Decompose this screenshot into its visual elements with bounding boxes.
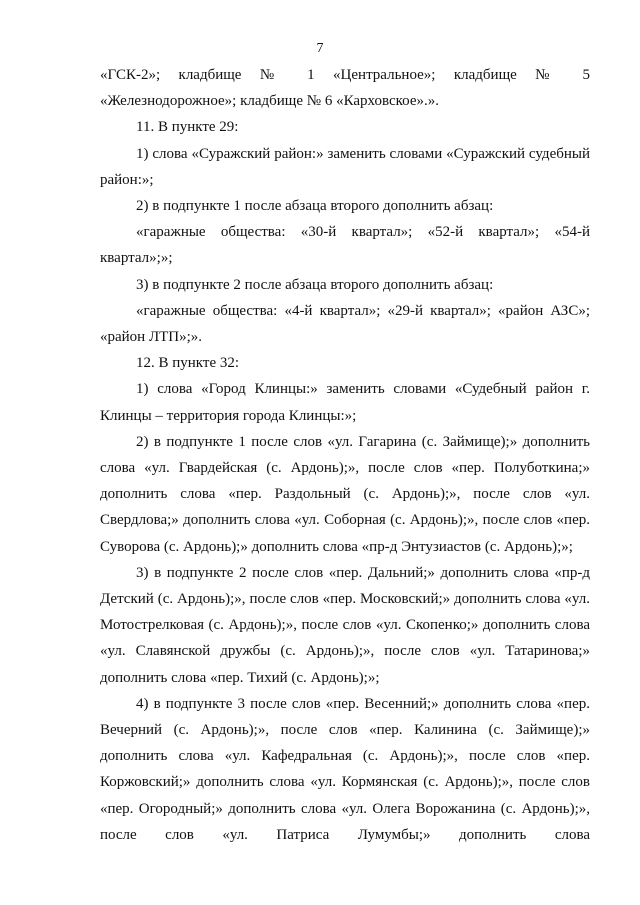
document-body — [100, 62, 590, 848]
paragraph: 4) в подпункте 3 после слов «пер. Весенний;» дополнить слова «пер. Вечерний (с. Ардонь);», после слов «пер. Калинина (с. Займище);» дополнить слова «ул. Кафедральная (с. Ардонь);», после слов «пер. Коржовский;» дополнить слова «ул. Кормянская (с. Ардонь);», после слов «пер. Огородный;» дополнить слова «ул. Олега Ворожанина (с. Ардонь);», после слов «ул. Патриса Лумумбы;» дополнить слова — [100, 695, 590, 843]
paragraph: «ГСК-2»; кладбище № 1 «Центральное»; кладбище № 5 «Железнодорожное»; кладбище № 6 «Карховское».». — [100, 67, 590, 110]
paragraph: 2) в подпункте 1 после слов «ул. Гагарина (с. Займище);» дополнить слова «ул. Гвардейская (с. Ардонь);», после слов «пер. Полуботкина;» дополнить слова «пер. Раздольный (с. Ардонь);», после слов «ул. Свердлова;» дополнить слова «ул. Соборная (с. Ардонь);», после слов «пер. Суворова (с. Ардонь);» дополнить слова «пр-д Энтузиастов (с. Ардонь);»; — [100, 433, 590, 555]
paragraph: 1) слова «Суражский район:» заменить словами «Суражский судебный район:»; — [100, 145, 590, 188]
paragraph: 12. В пункте 32: — [136, 355, 240, 372]
page-number: 7 — [316, 41, 324, 56]
paragraph: 2) в подпункте 1 после абзаца второго дополнить абзац: — [136, 198, 494, 215]
paragraph: «гаражные общества: «4-й квартал»; «29-й квартал»; «район АЗС»; «район ЛТП»;». — [100, 302, 590, 346]
paragraph: 1) слова «Город Клинцы:» заменить словами «Судебный район г. Клинцы – территория города Клинцы:»; — [100, 381, 590, 424]
paragraph: 3) в подпункте 2 после слов «пер. Дальний;» дополнить слова «пр-д Детский (с. Ардонь);», после слов «пер. Московский;» дополнить слова «ул. Мотострелковая (с. Ардонь);», после слов «ул. Скопенко;» дополнить слова «ул. Славянской дружбы (с. Ардонь);», после слов «ул. Татаринова;» дополнить слова «пер. Тихий (с. Ардонь);»; — [100, 564, 590, 686]
paragraph: «гаражные общества: «30-й квартал»; «52-й квартал»; «54-й квартал»;»; — [100, 224, 590, 267]
paragraph: 11. В пункте 29: — [136, 119, 239, 136]
paragraph: 3) в подпункте 2 после абзаца второго дополнить абзац: — [136, 276, 494, 293]
